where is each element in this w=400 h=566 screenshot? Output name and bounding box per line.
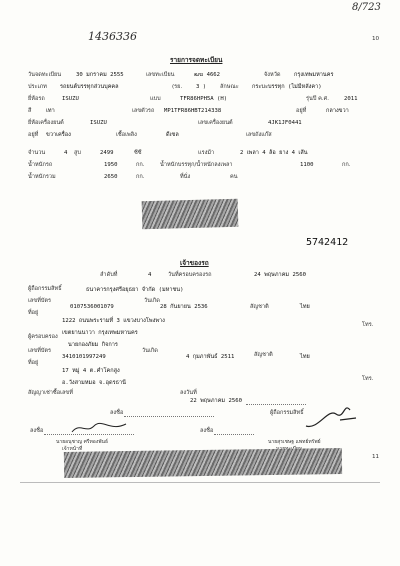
- card2-value: 3410101997249: [62, 354, 106, 360]
- model-label: แบบ: [150, 96, 161, 102]
- color-label: สี: [28, 108, 32, 114]
- addr-line2: เขตยานนาวา กรุงเทพมหานคร: [62, 330, 138, 336]
- phone2-label: โทร.: [362, 376, 374, 382]
- engine-brand-label: ยี่ห้อเครื่องยนต์: [28, 120, 64, 126]
- addr-label: ที่อยู่: [28, 310, 39, 316]
- birth2-value: 4 กุมภาพันธ์ 2511: [186, 354, 235, 360]
- addr2-label: ที่อยู่: [28, 360, 39, 366]
- engine-pos-label: อยู่ที่: [28, 132, 39, 138]
- year-label: รุ่นปี ค.ศ.: [306, 96, 330, 102]
- handwritten-number-left: 1436336: [88, 30, 137, 43]
- engine-no-label: เลขเครื่องยนต์: [198, 120, 233, 126]
- officer-right-name: นายสุรเชษฐ แพทย์ทรัพย์: [268, 439, 321, 445]
- birth2-label: วันเกิด: [142, 348, 158, 354]
- redaction-stamp-middle: [142, 199, 239, 230]
- contract-label: สัญญาเช่าซื้อเลขที่: [28, 390, 73, 396]
- addr2-line2: อ.วังสามหมอ จ.อุดรธานี: [62, 380, 126, 386]
- nation-value: ไทย: [300, 304, 310, 310]
- type-code-value: 3 ): [196, 84, 207, 90]
- seats-label: ที่นั่ง: [180, 174, 191, 180]
- addr2-line1: 17 หมู่ 4 ต.คำโคกสูง: [62, 368, 120, 374]
- engine-no-value: 4JK1JF0441: [268, 120, 302, 126]
- seats-unit: คน: [230, 174, 238, 180]
- total-weight-label: น้ำหนักรวม: [28, 174, 56, 180]
- cyl-label: จำนวน: [28, 150, 46, 156]
- year-value: 2011: [344, 96, 358, 102]
- serial-number: 5742412: [306, 237, 349, 248]
- chassis-label: เลขตัวรถ: [132, 108, 155, 114]
- weight-unit: กก.: [136, 162, 145, 168]
- reg-no-value: ฒฆ 4662: [194, 72, 221, 78]
- brand-label: ยี่ห้อรถ: [28, 96, 45, 102]
- order-value: 4: [148, 272, 152, 278]
- province-value: กรุงเทพมหานคร: [294, 72, 334, 78]
- load-value: 1100: [300, 162, 314, 168]
- sign-label-4: ลงชื่อ: [200, 428, 214, 434]
- owner-date-label: วันที่ครอบครองรถ: [168, 272, 212, 278]
- signature-right: [300, 400, 360, 434]
- type-code-label: (รย.: [172, 84, 183, 90]
- cc-value: 2499: [100, 150, 114, 156]
- birth-value: 28 กันยายน 2536: [160, 304, 208, 310]
- owner-date-value: 24 พฤษภาคม 2560: [254, 272, 306, 278]
- section-title-registration: รายการจดทะเบียน: [170, 56, 223, 64]
- brand-value: ISUZU: [62, 96, 79, 102]
- possessor-value: นายกองภัยม กิจการ: [68, 342, 118, 348]
- card2-label: เลขที่บัตร: [28, 348, 52, 354]
- officer-left-name: นายอนุชาญ ศรีทองพันธ์: [56, 439, 108, 445]
- possessor-label: ผู้ครอบครอง: [28, 334, 58, 340]
- total-weight-unit: กก.: [136, 174, 145, 180]
- gas-tank-label: เลขถังแก๊ส: [246, 132, 272, 138]
- holder-value: ธนาคารกรุงศรีอยุธยา จำกัด (มหาชน): [86, 287, 184, 293]
- contract-date-value: 22 พฤษภาคม 2560: [190, 398, 242, 404]
- signature-left: [70, 420, 130, 436]
- engine-pos-value: ขวาเครื่อง: [46, 132, 71, 138]
- holder-label: ผู้ถือกรรมสิทธิ์: [28, 286, 62, 292]
- hp-label: แรงม้า: [198, 150, 215, 156]
- color-value: เทา: [46, 108, 55, 114]
- card-value: 0107536001079: [70, 304, 114, 310]
- holder-sig-line: [246, 404, 306, 405]
- province-label: จังหวัด: [264, 72, 281, 78]
- weight-label: น้ำหนักรถ: [28, 162, 53, 168]
- nation-label: สัญชาติ: [250, 304, 269, 310]
- axle-value: 2 เพลา 4 ล้อ ยาง 4 เส้น: [240, 150, 308, 156]
- cyl-unit: สูบ: [74, 150, 81, 156]
- phone-label: โทร.: [362, 322, 374, 328]
- reg-date-value: 30 มกราคม 2555: [76, 72, 124, 78]
- page-number: 10: [372, 36, 380, 42]
- sign-label-1: ลงชื่อ: [110, 410, 124, 416]
- sign-line-4: [214, 434, 254, 435]
- nation2-value: ไทย: [300, 354, 310, 360]
- feature-value: กระบะบรรทุก (ไม่มีหลังคา): [252, 84, 322, 90]
- page-number-right: 11: [372, 454, 380, 460]
- cyl-value: 4: [64, 150, 68, 156]
- redaction-stamp-bottom: [64, 448, 342, 478]
- card-label: เลขที่บัตร: [28, 298, 52, 304]
- model-value: TFR86HPH5A (H): [180, 96, 228, 102]
- load-label: น้ำหนักบรรทุก/น้ำหนักลงเพลา: [160, 162, 233, 168]
- handwritten-number-right: 8/723: [352, 2, 381, 13]
- load-unit: กก.: [342, 162, 351, 168]
- fuel-label: เชื้อเพลิง: [116, 132, 137, 138]
- birth-label: วันเกิด: [144, 298, 160, 304]
- nation2-label: สัญชาติ: [254, 352, 273, 358]
- chassis-value: MP1TFR86HBT214338: [164, 108, 222, 114]
- officer-left-title: เจ้าหน้าที่: [62, 446, 83, 452]
- engine-brand-value: ISUZU: [90, 120, 107, 126]
- type-value: รถยนต์บรรทุกส่วนบุคคล: [60, 84, 119, 90]
- sign-label-3: ลงชื่อ: [30, 428, 44, 434]
- fuel-value: ดีเซล: [166, 132, 179, 138]
- total-weight-value: 2650: [104, 174, 118, 180]
- chassis-pos-value: กลางขวา: [326, 108, 349, 114]
- order-label: ลำดับที่: [100, 272, 118, 278]
- sign-line-1: [124, 416, 214, 417]
- type-label: ประเภท: [28, 84, 47, 90]
- contract-date-label: ลงวันที่: [180, 390, 197, 396]
- reg-date-label: วันจดทะเบียน: [28, 72, 62, 78]
- bottom-rule: [20, 482, 380, 483]
- addr-line1: 1222 ถนนพระรามที่ 3 แขวงบางโพงพาง: [62, 318, 165, 324]
- reg-no-label: เลขทะเบียน: [146, 72, 175, 78]
- holder-sig-label: ผู้ถือกรรมสิทธิ์: [270, 410, 304, 416]
- section-title-owner: เจ้าของรถ: [180, 259, 209, 267]
- chassis-pos-label: อยู่ที่: [296, 108, 307, 114]
- weight-value: 1950: [104, 162, 118, 168]
- cc-unit: ซีซี: [134, 150, 142, 156]
- feature-label: ลักษณะ: [220, 84, 239, 90]
